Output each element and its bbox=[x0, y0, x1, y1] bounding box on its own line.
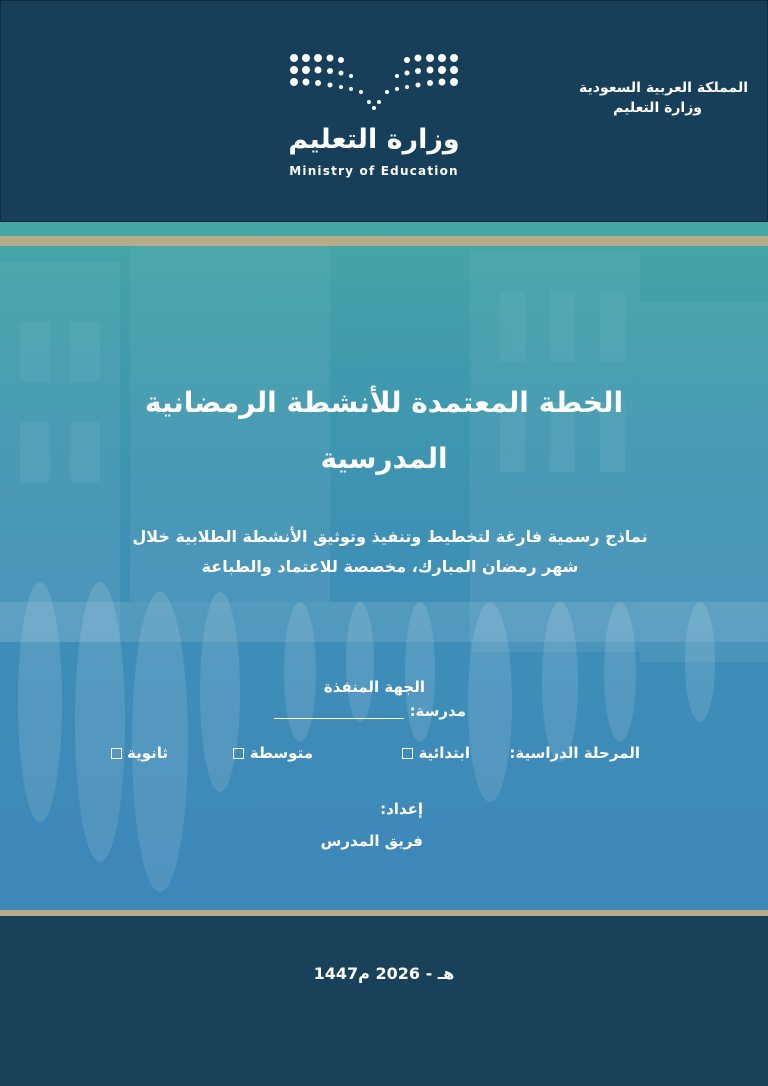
stage-option-intermediate-label: متوسطة bbox=[249, 744, 313, 762]
title-line-1: الخطة المعتمدة للأنشطة الرمضانية bbox=[144, 386, 624, 419]
document-subtitle bbox=[100, 522, 680, 582]
gold-stripe-top bbox=[0, 236, 768, 246]
school-label: مدرسة: bbox=[409, 702, 466, 720]
logo-arabic-text: وزارة التعليم bbox=[288, 124, 460, 155]
logo-dots-icon bbox=[274, 46, 474, 116]
checkbox-icon bbox=[233, 748, 244, 759]
title-line-2: المدرسية bbox=[320, 442, 448, 475]
footer-year: 1447هـ - 2026 م bbox=[313, 964, 455, 983]
subtitle-line-1: نماذج رسمية فارغة لتخطيط وتنفيذ وتوثيق الأنشطة الطلابية خلال bbox=[132, 527, 648, 546]
gold-stripe-bottom bbox=[0, 910, 768, 916]
ministry-logo bbox=[274, 46, 474, 186]
document-title bbox=[60, 375, 708, 487]
stage-option-primary-label: ابتدائية bbox=[418, 744, 470, 762]
checkbox-icon bbox=[111, 748, 122, 759]
executing-body-label: الجهة المنفذة bbox=[323, 678, 425, 696]
ministry-name: وزارة التعليم bbox=[613, 100, 702, 116]
stage-option-secondary bbox=[107, 744, 168, 762]
checkbox-icon bbox=[402, 748, 413, 759]
prepared-by-value: فريق المدرس bbox=[320, 832, 423, 850]
stage-option-primary bbox=[398, 744, 470, 762]
subtitle-line-2: شهر رمضان المبارك، مخصصة للاعتماد والطباعة bbox=[201, 557, 579, 576]
school-blank-line bbox=[274, 704, 404, 719]
stage-option-secondary-label: ثانوية bbox=[126, 744, 168, 762]
kingdom-name: المملكة العربية السعودية bbox=[579, 80, 748, 96]
prepared-by-label: إعداد: bbox=[380, 800, 423, 818]
header-bar bbox=[0, 0, 768, 222]
stage-label: المرحلة الدراسية: bbox=[509, 744, 640, 762]
kingdom-block bbox=[528, 78, 748, 118]
logo-english-text: Ministry of Education bbox=[289, 164, 459, 178]
stage-option-intermediate bbox=[229, 744, 313, 762]
school-field bbox=[274, 702, 466, 720]
